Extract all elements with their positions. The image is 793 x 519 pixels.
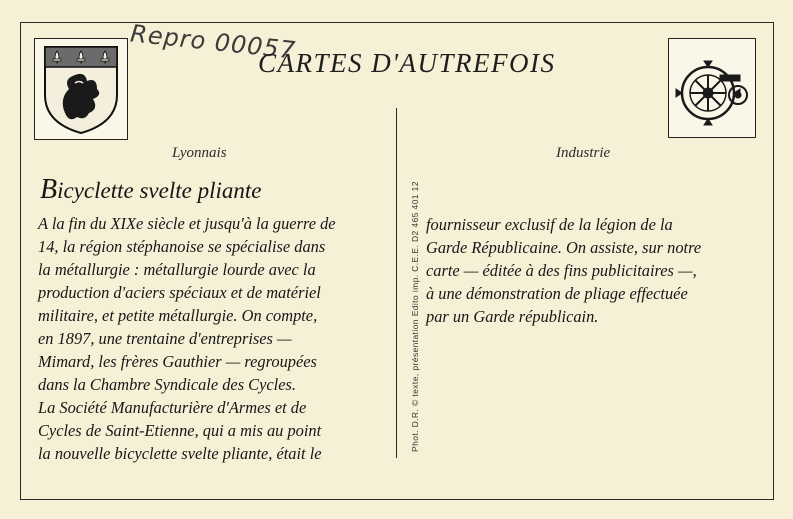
right-body-text [426,213,762,328]
left-region-label: Lyonnais [172,145,227,161]
text-line: La Société Manufacturière d'Armes et de [38,398,307,417]
card-title: CARTES D'AUTREFOIS [258,48,556,78]
text-line: carte — éditée à des fins publicitaires —, [426,261,697,280]
text-line: fournisseur exclusif de la légion de la [426,215,673,234]
heading-initial: B [40,174,58,205]
text-line: par un Garde républicain. [426,307,599,326]
text-line: la métallurgie : métallurgie lourde avec la [38,260,316,279]
right-region-label: Industrie [556,145,611,161]
publisher-caption: Phot. D.R. © texte, présentation Edito imp. C.E.E. D2 465 401 12 [410,181,420,452]
text-line: A la fin du XIXe siècle et jusqu'à la guerre de [38,214,336,233]
text-line: dans la Chambre Syndicale des Cycles. [38,375,296,394]
card-heading [40,174,261,206]
coat-of-arms-box [34,38,128,140]
text-line: la nouvelle bicyclette svelte pliante, était le [38,444,322,463]
text-line: production d'aciers spéciaux et de matériel [38,283,321,302]
text-line: à une démonstration de pliage effectuée [426,284,688,303]
text-line: militaire, et petite métallurgie. On compte, [38,306,318,325]
handwritten-reference: Repro 00057 [128,19,298,65]
industry-gear-icon [670,51,754,131]
column-divider [396,108,397,458]
text-line: en 1897, une trentaine d'entreprises — [38,329,292,348]
text-line: Mimard, les frères Gauthier — regroupées [38,352,317,371]
heading-rest: icyclette svelte pliante [57,178,262,203]
text-line: 14, la région stéphanoise se spécialise dans [38,237,326,256]
text-line: Garde Républicaine. On assiste, sur notre [426,238,702,257]
text-line: Cycles de Saint-Etienne, qui a mis au point [38,421,322,440]
industry-emblem-box [668,38,756,138]
left-body-text [38,212,388,465]
lyonnais-coat-of-arms-icon [41,43,121,135]
